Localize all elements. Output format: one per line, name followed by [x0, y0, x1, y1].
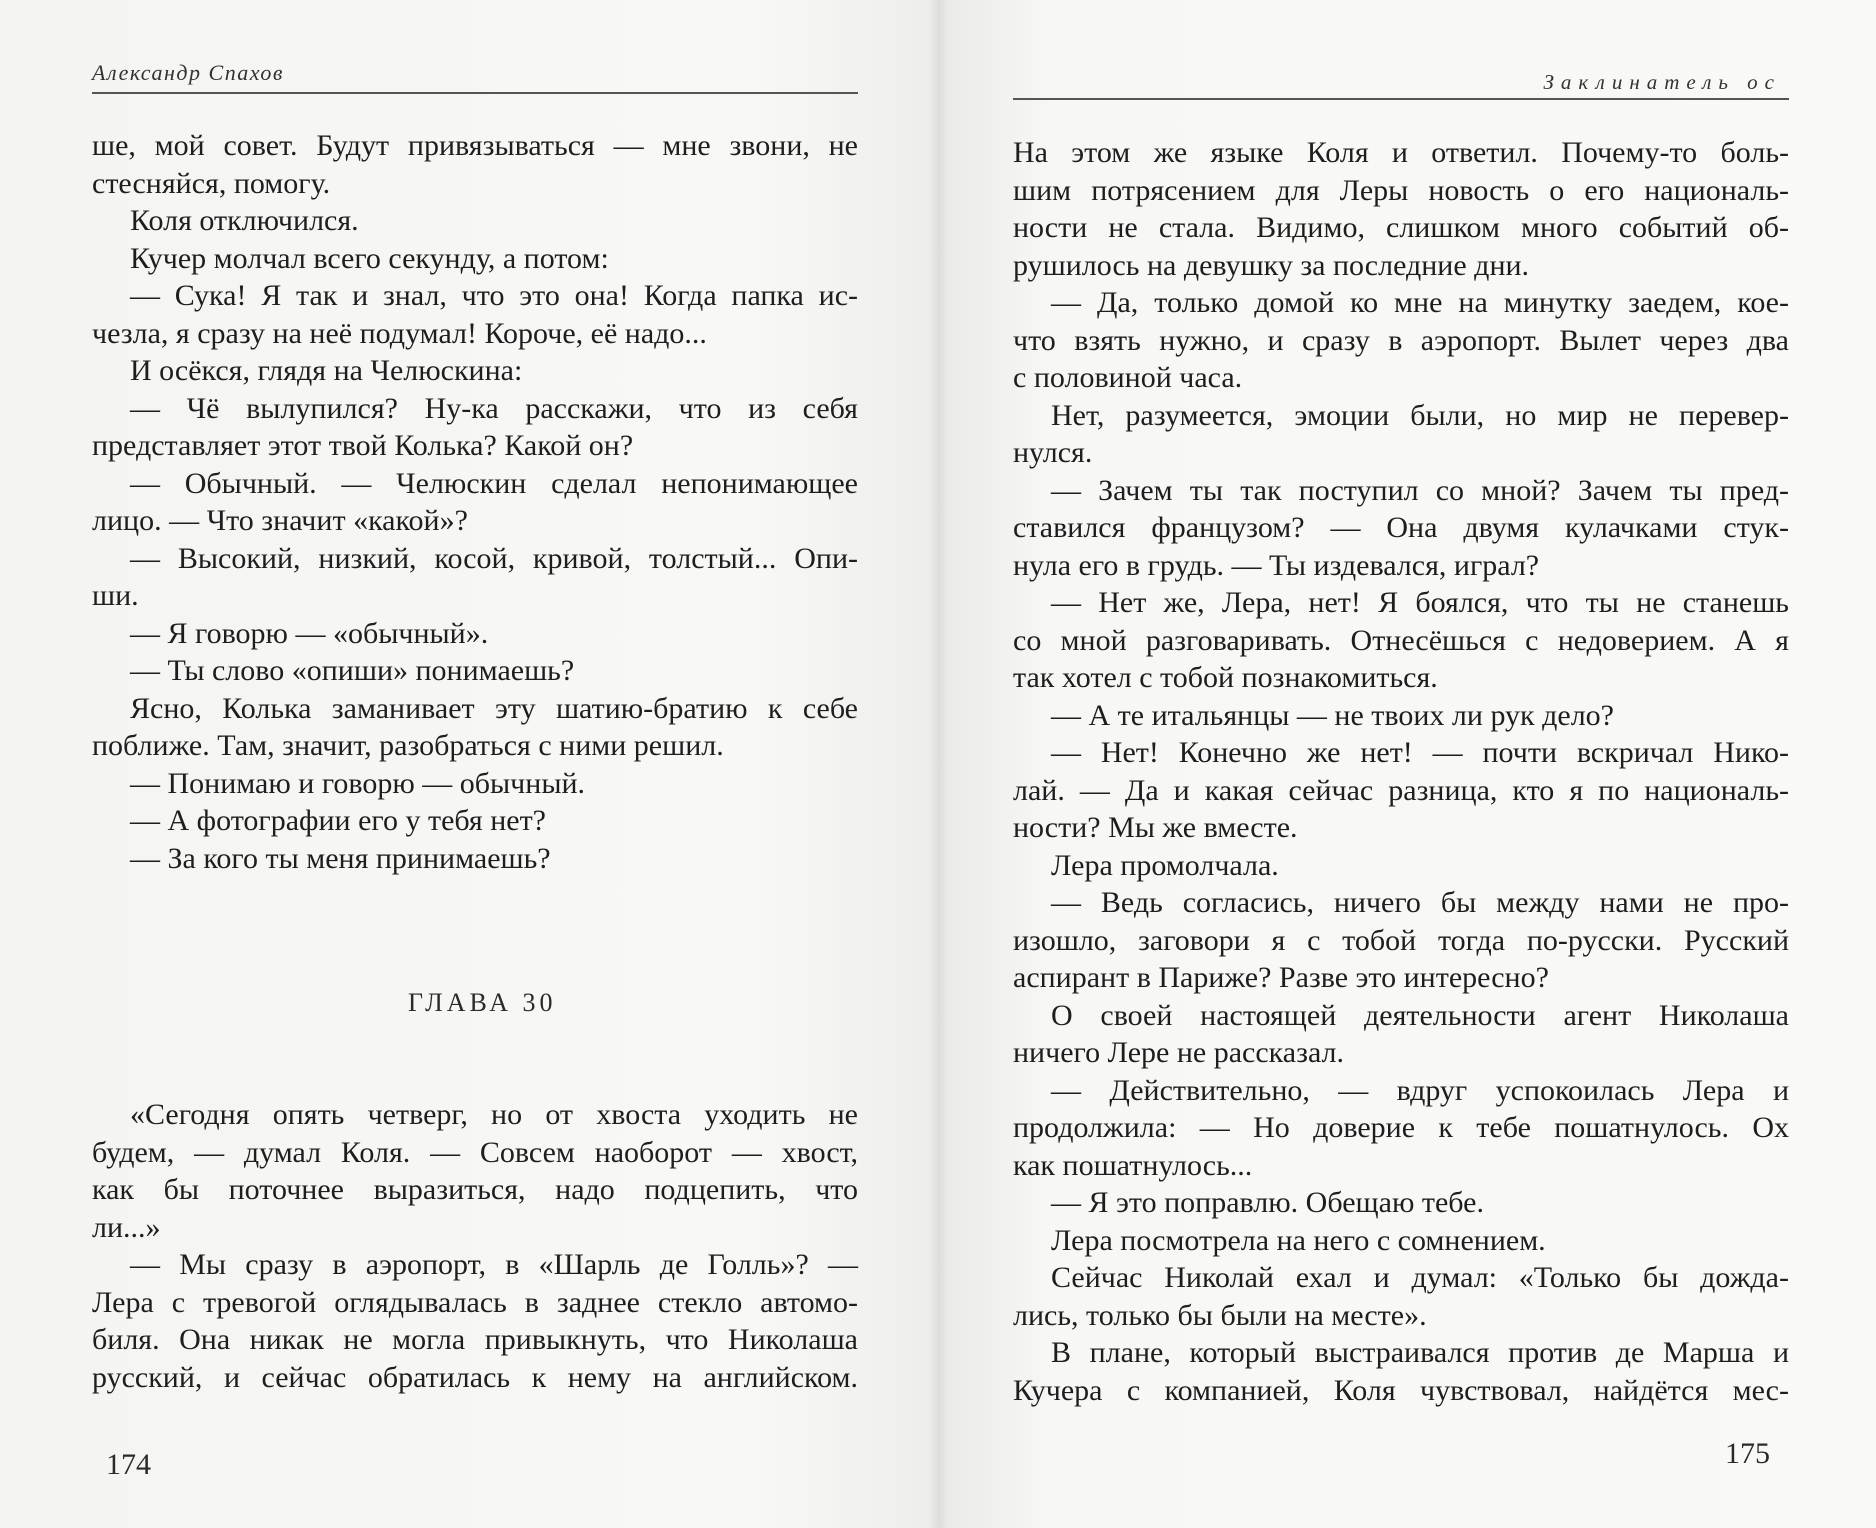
right-page [938, 0, 1876, 1528]
text-line: ности? Мы же вместе. [1013, 811, 1298, 844]
text-line: — Да, только домой ко мне на минутку заедем, кое- [1051, 286, 1789, 319]
text-line: поближе. Там, значит, разобраться с ними решил. [92, 729, 724, 762]
right-header-rule [1013, 98, 1789, 100]
text-line: как бы поточнее выразиться, надо подцепить, что [92, 1173, 858, 1206]
text-line: аспирант в Париже? Разве это интересно? [1013, 961, 1549, 994]
text-line: Ясно, Колька заманивает эту шатию-братию к себе [130, 691, 858, 725]
text-line: шим потрясением для Леры новость о его националь- [1013, 173, 1789, 207]
text-line: лись, только бы были на месте». [1013, 1298, 1427, 1332]
text-line: — Мы сразу в аэропорт, в «Шарль де Голль»? — [130, 1248, 858, 1281]
left-header-rule [92, 92, 858, 94]
text-line: О своей настоящей деятельности агент Николаша [1051, 998, 1789, 1032]
left-text-block-bottom [92, 1096, 858, 1396]
text-line: — Нет же, Лера, нет! Я боялся, что ты не станешь [1051, 586, 1789, 619]
text-line: продолжила: — Но доверие к тебе пошатнулось. Ох [1013, 1111, 1789, 1144]
text-line: — Понимаю и говорю — обычный. [130, 766, 586, 800]
text-line: со мной разговаривать. Отнесёшься с недоверием. А я [1013, 623, 1789, 657]
text-line: «Сегодня опять четверг, но от хвоста уходить не [130, 1098, 858, 1131]
text-line: — Высокий, низкий, косой, кривой, толстый... Опи- [130, 541, 858, 575]
text-line: лай. — Да и какая сейчас разница, кто я по националь- [1013, 773, 1789, 807]
text-line: Кучера с компанией, Коля чувствовал, найдётся мес- [1013, 1373, 1789, 1407]
page-number-right: 175 [1725, 1437, 1770, 1470]
text-line: — Ты слово «опиши» понимаешь? [130, 654, 575, 687]
right-text-block [1013, 134, 1789, 1409]
left-running-head: Александр Спахов [92, 60, 284, 85]
text-line: изошло, заговори я с тобой тогда по-русски. Русский [1013, 923, 1789, 957]
right-running-head: Заклинатель ос [1543, 70, 1781, 94]
text-line: будем, — думал Коля. — Совсем наоборот — хвост, [92, 1135, 858, 1169]
text-line: лицо. — Что значит «какой»? [92, 504, 468, 537]
text-line: ничего Лере не рассказал. [1013, 1036, 1344, 1069]
text-line: — Обычный. — Челюскин сделал непонимающее [130, 466, 858, 500]
text-line: ли...» [92, 1210, 161, 1244]
text-line: — Чё вылупился? Ну-ка расскажи, что из себя [130, 391, 858, 425]
text-line: — А те итальянцы — не твоих ли рук дело? [1051, 698, 1614, 732]
book-gutter [928, 0, 948, 1528]
text-line: — Я говорю — «обычный». [130, 616, 489, 650]
page-number-left: 174 [106, 1448, 151, 1481]
text-line: Лера посмотрела на него с сомнением. [1051, 1223, 1546, 1257]
text-line: чезла, я сразу на неё подумал! Короче, её надо... [92, 316, 707, 350]
text-line: представляет этот твой Колька? Какой он? [92, 429, 634, 462]
text-line: В плане, который выстраивался против де Марша и [1051, 1336, 1789, 1369]
text-line: ши. [92, 579, 139, 612]
text-line: нулся. [1013, 436, 1093, 469]
text-line: — Действительно, — вдруг успокоилась Лера и [1051, 1073, 1789, 1107]
text-line: — Ведь согласись, ничего бы между нами не про- [1051, 886, 1789, 919]
text-line: — Сука! Я так и знал, что это она! Когда папка ис- [130, 279, 858, 312]
text-line: нула его в грудь. — Ты издевался, играл? [1013, 548, 1540, 582]
text-line: Коля отключился. [130, 204, 359, 237]
text-line: — А фотографии его у тебя нет? [130, 804, 547, 837]
text-line: И осёкся, глядя на Челюскина: [130, 354, 523, 387]
chapter-title: ГЛАВА 30 [408, 988, 557, 1017]
text-line: — За кого ты меня принимаешь? [130, 841, 551, 875]
text-line: ше, мой совет. Будут привязываться — мне звони, не [92, 129, 858, 162]
text-line: Кучер молчал всего секунду, а потом: [130, 241, 609, 275]
text-line: — Я это поправлю. Обещаю тебе. [1051, 1186, 1484, 1219]
text-line: ности не стала. Видимо, слишком много событий об- [1013, 211, 1789, 244]
text-line: с половиной часа. [1013, 361, 1243, 394]
text-line: Сейчас Николай ехал и думал: «Только бы дожда- [1051, 1261, 1789, 1294]
text-line: что взять нужно, и сразу в аэропорт. Вылет через два [1013, 323, 1789, 357]
text-line: Лера промолчала. [1051, 848, 1279, 882]
text-line: стесняйся, помогу. [92, 166, 331, 200]
text-line: — Нет! Конечно же нет! — почти вскричал Нико- [1051, 736, 1789, 769]
text-line: На этом же языке Коля и ответил. Почему-то боль- [1013, 136, 1789, 169]
text-line: Нет, разумеется, эмоции были, но мир не перевер- [1051, 398, 1789, 432]
left-text-block-top [92, 127, 858, 877]
text-line: рушилось на девушку за последние дни. [1013, 248, 1530, 282]
text-line: — Зачем ты так поступил со мной? Зачем ты пред- [1051, 473, 1789, 507]
text-line: Лера с тревогой оглядывалась в заднее стекло автомо- [92, 1285, 858, 1319]
text-line: русский, и сейчас обратилась к нему на английском. [92, 1360, 858, 1394]
text-line: так хотел с тобой познакомиться. [1013, 661, 1438, 694]
text-line: биля. Она никак не могла привыкнуть, что Николаша [92, 1323, 858, 1356]
text-line: как пошатнулось... [1013, 1148, 1253, 1182]
text-line: ставился французом? — Она двумя кулачками стук- [1013, 511, 1789, 544]
